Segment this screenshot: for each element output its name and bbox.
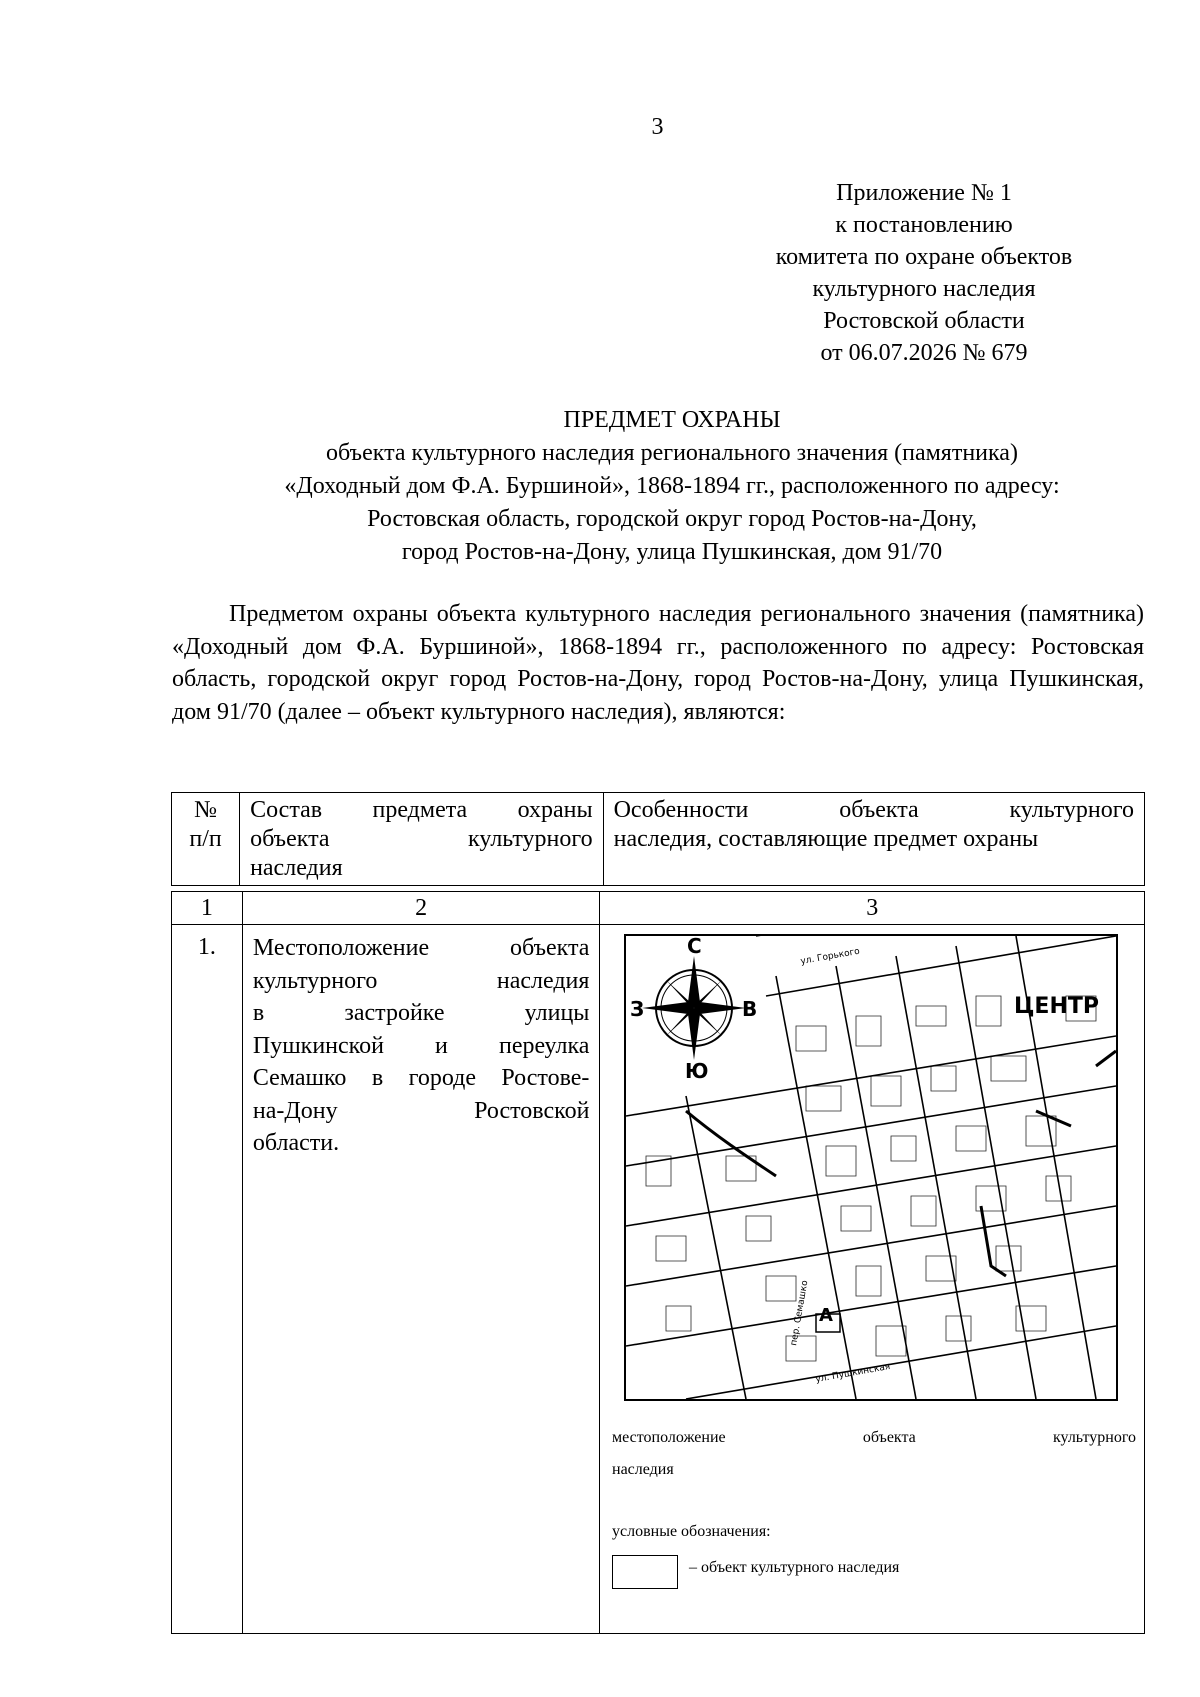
location-map — [624, 934, 1118, 1401]
header-text: № — [194, 797, 217, 823]
appendix-line: культурного наследия — [812, 276, 1036, 302]
street-top-label: ул. Горького — [799, 946, 861, 967]
district-label: ЦЕНТР — [1014, 994, 1099, 1019]
legend-title: условные обозначения: — [612, 1523, 771, 1540]
map-svg — [626, 936, 1116, 1399]
header-features-cell — [603, 793, 1144, 886]
appendix-line: комитета по охране объектов — [775, 244, 1073, 270]
appendix-line: от 06.07.2026 № 679 — [820, 340, 1028, 366]
caption-line: наследия — [612, 1461, 674, 1478]
document-heading — [172, 404, 1172, 569]
column-number: 2 — [242, 892, 600, 925]
intro-paragraph: Предметом охраны объекта культурного наследия регионального значения (памятника) «Доходный дом Ф.А. Буршиной», 1868-1894 гг., расположенного по адресу: Ростовская область, городской округ город Ростов-на-Дону, город Ростов-на-Дону, улица Пушкинская, дом 91/70 (далее – объект культурного наследия), являются: — [172, 601, 1144, 725]
street-label: ул. Пушкинская — [814, 1361, 891, 1385]
heading-line: город Ростов-на-Дону, улица Пушкинская, дом 91/70 — [401, 539, 943, 565]
header-number-cell — [172, 793, 240, 886]
compass-rose — [626, 936, 757, 1083]
compass-west: З — [630, 997, 645, 1021]
features-overlay — [171, 891, 1145, 1631]
compass-north: С — [687, 936, 702, 958]
compass-east: В — [742, 997, 758, 1021]
heading-line: «Доходный дом Ф.А. Буршиной», 1868-1894 гг., расположенного по адресу: — [284, 473, 1060, 499]
component-line: на-Дону Ростовской — [252, 1097, 590, 1124]
heading-line: объекта культурного наследия регионального значения (памятника) — [326, 440, 1018, 466]
heading-title: ПРЕДМЕТ ОХРАНЫ — [563, 407, 781, 433]
component-line: области. — [252, 1130, 340, 1156]
component-line: в застройке улицы — [252, 1000, 590, 1026]
column-number: 3 — [600, 892, 1145, 925]
component-line: Семашко в городе Ростове- — [252, 1065, 590, 1091]
component-line: Местоположение объекта — [252, 935, 590, 961]
appendix-block — [734, 177, 1114, 369]
compass-south: Ю — [685, 1059, 709, 1083]
appendix-line: Ростовской области — [823, 308, 1025, 334]
lane-label: пер. Семашко — [789, 1279, 811, 1347]
marker-label: А — [819, 1305, 833, 1326]
header-text: наследия — [250, 855, 343, 881]
column-number: 1 — [172, 892, 243, 925]
table-header — [171, 792, 1145, 886]
caption-line: местоположение объекта культурного — [612, 1429, 1136, 1446]
component-line: культурного наследия — [252, 967, 590, 994]
appendix-line: к постановлению — [835, 212, 1013, 238]
header-text: наследия, составляющие предмет охраны — [613, 826, 1039, 852]
legend-swatch — [612, 1555, 678, 1589]
header-component-cell — [240, 793, 604, 886]
header-text: объекта культурного — [250, 826, 593, 852]
map-caption — [612, 1422, 1136, 1486]
header-text: Особенности объекта культурного — [613, 797, 1134, 823]
row-number: 1. — [172, 925, 243, 1634]
page-number: 3 — [651, 114, 664, 140]
heading-line: Ростовская область, городской округ город Ростов-на-Дону, — [367, 506, 977, 532]
header-text: Состав предмета охраны — [250, 797, 593, 823]
appendix-line: Приложение № 1 — [836, 180, 1012, 206]
legend-label: – объект культурного наследия — [689, 1559, 900, 1576]
header-text: п/п — [189, 826, 222, 852]
component-line: Пушкинской и переулка — [252, 1032, 590, 1059]
